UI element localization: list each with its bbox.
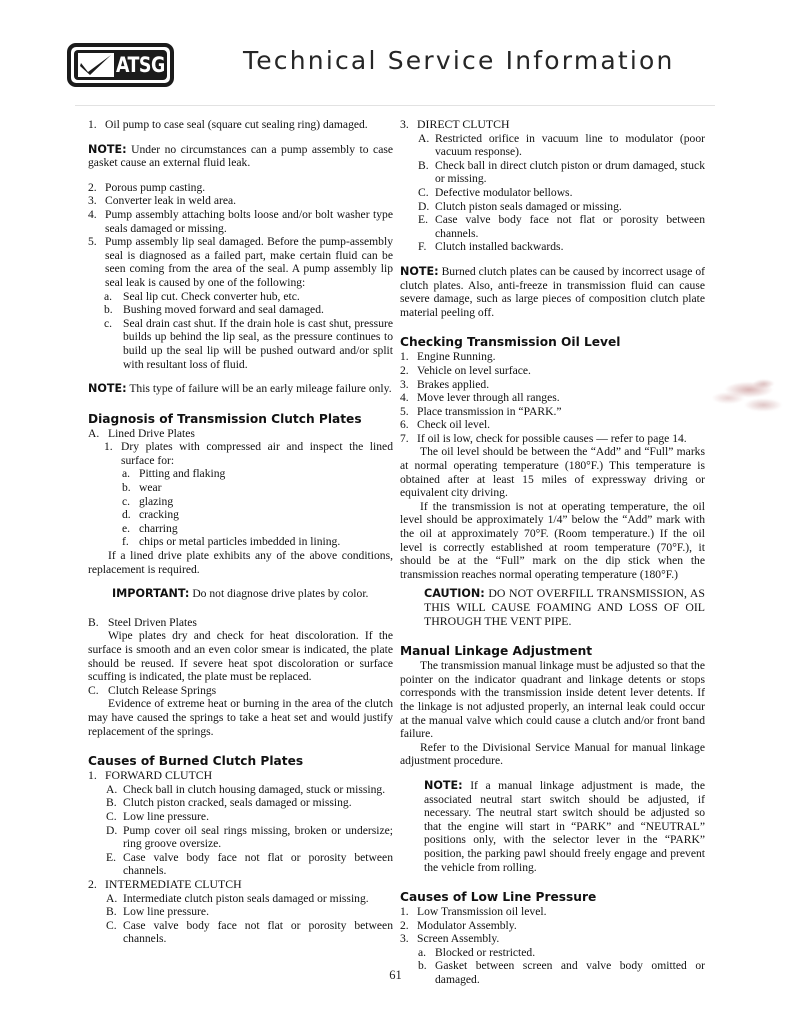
list-text: Low line pressure. <box>123 905 209 919</box>
list-marker: C. <box>88 683 99 697</box>
note-text: Under no circumstances can a pump assembly to case gasket cause an external fluid leak. <box>88 142 394 170</box>
list-item <box>88 235 393 289</box>
list-item <box>88 878 393 892</box>
list-marker: a. <box>104 289 113 303</box>
list-item <box>88 427 393 441</box>
list-marker: 6. <box>400 418 409 432</box>
list-marker: 4. <box>88 207 97 221</box>
list-item <box>400 391 705 405</box>
list-text: Move lever through all ranges. <box>417 391 560 405</box>
page-title: Technical Service Information <box>243 46 675 75</box>
list-item <box>400 919 705 933</box>
list-text: Gasket between screen and valve body omitted or damaged. <box>435 959 705 987</box>
list-text: Seal drain cast shut. If the drain hole is cast shut, pressure builds up behind the lip seal, as the pressure continues to build up the seal lip will be pushed outward and/or split with resultant loss of fluid. <box>123 316 393 371</box>
list-marker: A. <box>106 782 118 796</box>
list-marker: D. <box>418 199 430 213</box>
list-marker: A. <box>106 891 118 905</box>
list-text: Pump assembly lip seal damaged. Before the pump-assembly seal is diagnosed as a failed part, make certain fluid can be seen coming from the area of the seal. A pump assembly lip seal leak is caused by one of the following: <box>105 235 393 289</box>
list-text: Bushing moved forward and seal damaged. <box>123 303 324 317</box>
list-marker: 3. <box>400 117 409 131</box>
list-item <box>88 317 393 371</box>
note-block <box>400 265 705 319</box>
list-text: Blocked or restricted. <box>435 945 536 959</box>
list-text: charring <box>139 521 178 535</box>
list-marker: b. <box>418 959 427 973</box>
checkmark-icon <box>78 53 114 77</box>
list-text: Defective modulator bellows. <box>435 185 573 199</box>
list-marker: c. <box>104 316 113 330</box>
list-text: Clutch installed backwards. <box>435 240 564 254</box>
list-item <box>418 213 705 240</box>
list-text: INTERMEDIATE CLUTCH <box>105 876 242 891</box>
list-marker: B. <box>106 905 117 919</box>
list-item <box>400 905 705 919</box>
paper-stain-secondary <box>744 392 791 418</box>
page-number: 61 <box>389 968 402 982</box>
list-marker: d. <box>122 508 131 522</box>
list-item <box>106 810 393 824</box>
list-item <box>122 508 393 522</box>
list-marker: 3. <box>400 932 409 946</box>
list-text: Intermediate clutch piston seals damaged or missing. <box>123 891 369 905</box>
list-text: Oil pump to case seal (square cut sealing ring) damaged. <box>105 118 368 131</box>
list-text: cracking <box>139 508 179 522</box>
paragraph: The oil level should be between the “Add” and “Full” marks at normal operating temperature (180°F.) This temperature is obtained after at least 15 miles of expressway driving or equivalent city driving. <box>400 445 705 500</box>
list-text: Restricted orifice in vacuum line to modulator (poor vacuum response). <box>435 131 705 159</box>
list-item <box>106 919 393 946</box>
left-column <box>88 118 393 946</box>
list-marker: E. <box>106 850 116 864</box>
list-text: Low line pressure. <box>123 809 209 823</box>
section-heading-oil-level: Checking Transmission Oil Level <box>400 335 621 350</box>
list-item <box>400 432 705 446</box>
paragraph: Wipe plates dry and check for heat discoloration. If the surface is smooth and an even color smear is indicated, the plate should be reused. If severe heat spot discoloration or surface scuffing is indicated, the plate must be replaced. <box>88 629 393 684</box>
list-marker: a. <box>122 467 131 481</box>
paragraph: Evidence of extreme heat or burning in the area of the clutch may have caused the springs to take a heat set and would justify replacement of the springs. <box>88 697 393 738</box>
list-text: Screen Assembly. <box>417 932 500 946</box>
list-marker: 2. <box>88 876 97 891</box>
list-text: Check ball in clutch housing damaged, stuck or missing. <box>123 782 386 796</box>
list-text: FORWARD CLUTCH <box>105 768 213 783</box>
list-marker: B. <box>88 615 99 629</box>
list-item <box>106 796 393 810</box>
page-header <box>0 38 791 94</box>
list-item <box>122 467 393 481</box>
list-marker: 4. <box>400 391 409 405</box>
list-text: Case valve body face not flat or porosity between channels. <box>123 850 393 878</box>
list-item <box>88 290 393 304</box>
list-item <box>88 208 393 235</box>
list-item <box>400 364 705 378</box>
list-text: chips or metal particles imbedded in lining. <box>139 535 341 549</box>
important-block <box>112 587 393 601</box>
atsg-logo <box>67 43 174 87</box>
list-marker: a. <box>418 945 427 959</box>
list-marker: 1. <box>400 350 409 364</box>
list-marker: C. <box>106 918 117 932</box>
list-marker: 7. <box>400 431 409 445</box>
list-item <box>88 303 393 317</box>
list-text: Pump assembly attaching bolts loose and/or bolt washer type seals damaged or missing. <box>105 207 393 235</box>
list-item <box>88 194 393 208</box>
section-heading-low-line-pressure: Causes of Low Line Pressure <box>400 890 597 905</box>
list-item <box>106 892 393 906</box>
list-item <box>106 824 393 851</box>
list-item <box>88 181 393 195</box>
important-label: IMPORTANT: <box>112 587 190 601</box>
list-marker: f. <box>122 535 129 549</box>
list-text: Vehicle on level surface. <box>417 363 531 377</box>
list-marker: 3. <box>400 377 409 391</box>
note-text: Burned clutch plates can be caused by incorrect usage of clutch plates. Also, anti-freeze in transmission fluid can cause severe damage, such as large pieces of composition clutch plate material peeling off. <box>400 264 705 319</box>
list-item <box>400 118 705 132</box>
list-item <box>122 522 393 536</box>
list-item <box>400 405 705 419</box>
important-text: Do not diagnose drive plates by color. <box>192 587 369 601</box>
list-item <box>88 684 393 698</box>
list-text: Check ball in direct clutch piston or drum damaged, stuck or missing. <box>435 158 705 186</box>
list-marker: b. <box>104 303 113 317</box>
section-heading-burned-plates: Causes of Burned Clutch Plates <box>88 754 304 769</box>
list-marker: A. <box>418 131 430 145</box>
list-text: Check oil level. <box>417 418 491 432</box>
list-item <box>400 378 705 392</box>
caution-text: DO NOT OVERFILL TRANSMISSION, AS THIS WILL CAUSE FOAMING AND LOSS OF OIL THROUGH THE VENT PIPE. <box>424 586 705 628</box>
list-text: Low Transmission oil level. <box>417 905 547 919</box>
note-label: NOTE: <box>400 264 439 278</box>
list-text: Dry plates with compressed air and inspect the lined surface for: <box>121 440 393 467</box>
list-item <box>122 535 393 549</box>
list-marker: 2. <box>400 918 409 932</box>
note-block <box>88 382 393 396</box>
list-marker: C. <box>106 809 117 823</box>
note-label: NOTE: <box>88 142 127 156</box>
list-marker: B. <box>418 158 429 172</box>
list-text: Pitting and flaking <box>139 467 226 481</box>
list-text: Converter leak in weld area. <box>105 194 237 208</box>
note-label: NOTE: <box>88 382 127 396</box>
list-item <box>88 769 393 783</box>
list-marker: A. <box>88 426 100 440</box>
right-column <box>400 118 705 987</box>
list-item <box>418 946 705 960</box>
list-item <box>122 495 393 509</box>
paragraph: If a lined drive plate exhibits any of the above conditions, replacement is required. <box>88 549 393 576</box>
caution-block <box>424 587 705 628</box>
list-marker: 5. <box>400 404 409 418</box>
list-item <box>418 159 705 186</box>
list-text: Lined Drive Plates <box>108 426 195 440</box>
header-divider <box>75 105 715 106</box>
list-text: Clutch piston cracked, seals damaged or missing. <box>123 796 352 810</box>
list-item <box>104 440 393 467</box>
list-marker: 1. <box>88 768 97 783</box>
list-marker: F. <box>418 240 427 254</box>
note-text: This type of failure will be an early mileage failure only. <box>129 382 392 396</box>
list-marker: E. <box>418 213 428 227</box>
list-marker: 2. <box>88 180 97 194</box>
list-item <box>418 200 705 214</box>
list-text: Brakes applied. <box>417 377 490 391</box>
paragraph: If the transmission is not at operating temperature, the oil level should be approximately 1/4” below the “Add” mark with the oil at approximately 70°F. (Room temperature.) If the oil level is correctly established at room temperature (70°F.), it should be at the “Full” mark on the dip stick when the transmission reaches normal operating temperature (180°F.) <box>400 499 705 581</box>
list-marker: 1. <box>88 118 97 131</box>
list-text: Seal lip cut. Check converter hub, etc. <box>123 289 300 303</box>
list-item <box>88 616 393 630</box>
atsg-logo-text: ATSG <box>116 52 165 77</box>
list-marker: 1. <box>400 905 409 919</box>
list-text: wear <box>139 481 162 495</box>
list-marker: e. <box>122 521 131 535</box>
list-item <box>106 783 393 797</box>
list-text: Place transmission in “PARK.” <box>417 404 562 418</box>
list-text: Case valve body face not flat or porosity between channels. <box>123 918 393 946</box>
note-block <box>88 143 393 170</box>
list-item <box>122 481 393 495</box>
section-heading-diagnosis: Diagnosis of Transmission Clutch Plates <box>88 411 362 426</box>
list-text: Modulator Assembly. <box>417 918 517 932</box>
note-text: If a manual linkage adjustment is made, the associated neutral start switch should be adjusted, if necessary. The neutral start switch should be adjusted so that the engine will start in “PARK” and “NEUTRAL” positions only, with the selector lever in the “PARK” position, the parking pawl should freely engage and prevent the vehicle from rolling. <box>424 778 705 874</box>
list-text: DIRECT CLUTCH <box>417 117 510 131</box>
list-text: Porous pump casting. <box>105 180 206 194</box>
list-text: Clutch Release Springs <box>108 683 217 697</box>
list-marker: 1. <box>104 440 113 454</box>
list-text: Clutch piston seals damaged or missing. <box>435 199 622 213</box>
list-item <box>400 350 705 364</box>
caution-label: CAUTION: <box>424 587 485 601</box>
list-marker: 2. <box>400 363 409 377</box>
list-text: If oil is low, check for possible causes — refer to page 14. <box>417 431 687 445</box>
list-marker: 3. <box>88 194 97 208</box>
list-item <box>106 905 393 919</box>
list-marker: D. <box>106 823 118 837</box>
note-label: NOTE: <box>424 778 463 792</box>
list-text: Case valve body face not flat or porosity between channels. <box>435 213 705 240</box>
paragraph: Refer to the Divisional Service Manual for manual linkage adjustment procedure. <box>400 740 705 768</box>
list-item <box>418 186 705 200</box>
list-marker: c. <box>122 494 131 508</box>
section-heading-manual-linkage: Manual Linkage Adjustment <box>400 644 593 659</box>
list-text: Pump cover oil seal rings missing, broken or undersize; ring groove oversize. <box>123 823 393 851</box>
list-marker: B. <box>106 796 117 810</box>
list-text: glazing <box>139 494 174 508</box>
list-item <box>418 240 705 254</box>
list-marker: C. <box>418 185 429 199</box>
paper-stain <box>706 372 780 414</box>
list-marker: 5. <box>88 235 97 249</box>
list-marker: b. <box>122 481 131 495</box>
list-item <box>400 418 705 432</box>
list-item <box>106 851 393 878</box>
list-text: Steel Driven Plates <box>108 615 197 629</box>
list-text: Engine Running. <box>417 350 496 364</box>
list-item <box>400 932 705 946</box>
paragraph: The transmission manual linkage must be adjusted so that the pointer on the indicator quadrant and linkage detents or stops corresponds with the transmission inside detent lever detents. If the linkage is not adjusted properly, an internal leak could occur at the manual valve which could cause a clutch and/or front band failure. <box>400 659 705 741</box>
list-item <box>88 118 393 132</box>
list-item <box>418 132 705 159</box>
note-block <box>424 779 705 874</box>
